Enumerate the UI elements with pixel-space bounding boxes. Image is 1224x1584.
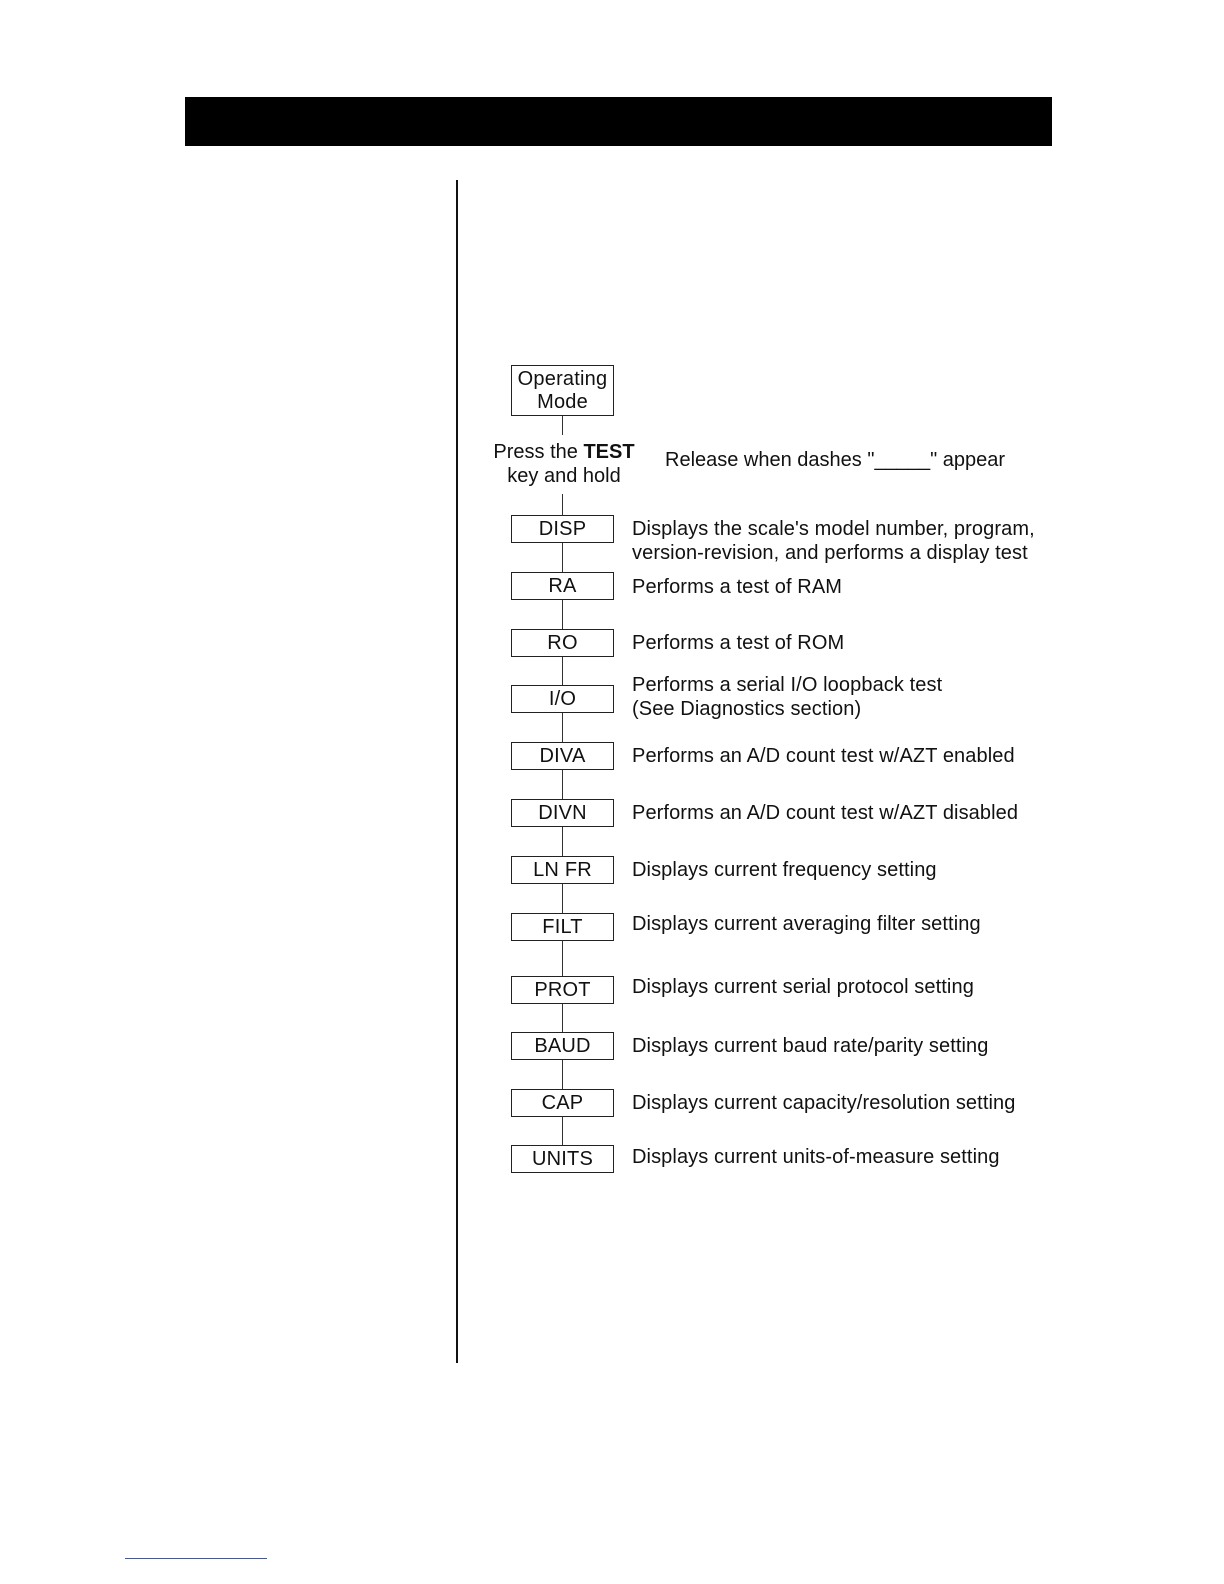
- step-box-diva: DIVA: [511, 742, 614, 770]
- step-box-units: UNITS: [511, 1145, 614, 1173]
- footer-rule: [125, 1558, 267, 1559]
- step-box-prot: PROT: [511, 976, 614, 1004]
- step-desc-line: version-revision, and performs a display test: [632, 541, 1028, 564]
- step-desc-line: Displays current frequency setting: [632, 859, 937, 881]
- step-box-baud: BAUD: [511, 1032, 614, 1060]
- connector: [562, 770, 563, 799]
- connector: [562, 827, 563, 856]
- step-desc-line: Displays current baud rate/parity setting: [632, 1035, 989, 1057]
- step-desc-units: [632, 1146, 1000, 1170]
- operating-mode-box: [511, 365, 614, 416]
- step-box-ro: RO: [511, 629, 614, 657]
- section-header-bar: [185, 97, 1052, 146]
- step-desc-io: [632, 674, 942, 721]
- connector: [562, 415, 563, 435]
- step-desc-ro: [632, 632, 844, 656]
- connector: [562, 1117, 563, 1145]
- step-desc-cap: [632, 1092, 1015, 1116]
- operating-mode-line1: Operating: [517, 367, 608, 390]
- step-desc-line: Displays current units-of-measure setting: [632, 1146, 1000, 1168]
- connector: [562, 941, 563, 976]
- test-key-label: TEST: [583, 441, 635, 463]
- connector: [562, 543, 563, 572]
- step-desc-disp: [632, 518, 1035, 565]
- step-box-disp: DISP: [511, 515, 614, 543]
- step-desc-filt: [632, 913, 981, 937]
- step-desc-divn: [632, 802, 1018, 826]
- step-desc-line: (See Diagnostics section): [632, 697, 862, 720]
- press-prefix: Press the: [493, 441, 578, 463]
- step-box-io: I/O: [511, 685, 614, 713]
- connector: [562, 657, 563, 685]
- step-desc-line: Performs an A/D count test w/AZT enabled: [632, 745, 1015, 767]
- step-desc-prot: [632, 976, 974, 1000]
- connector: [562, 713, 563, 742]
- column-divider: [456, 180, 458, 1363]
- step-desc-diva: [632, 745, 1015, 769]
- step-box-divn: DIVN: [511, 799, 614, 827]
- connector: [562, 494, 563, 515]
- step-desc-line: Displays current averaging filter setting: [632, 913, 981, 935]
- step-desc-line: Performs a serial I/O loopback test: [632, 674, 943, 696]
- step-desc-line: Displays current capacity/resolution setting: [632, 1092, 1016, 1114]
- step-desc-line: Performs a test of RAM: [632, 576, 843, 598]
- step-box-filt: FILT: [511, 913, 614, 941]
- release-instruction: Release when dashes "_____" appear: [665, 449, 1005, 471]
- step-box-ln-fr: LN FR: [511, 856, 614, 884]
- step-desc-line: Performs a test of ROM: [632, 632, 845, 654]
- step-desc-line: Performs an A/D count test w/AZT disabled: [632, 802, 1019, 824]
- connector: [562, 600, 563, 629]
- step-desc-ra: [632, 576, 842, 600]
- step-box-ra: RA: [511, 572, 614, 600]
- press-test-instruction: [484, 440, 644, 488]
- connector: [562, 1003, 563, 1032]
- step-desc-line: Displays the scale's model number, program,: [632, 518, 1035, 540]
- connector: [562, 1060, 563, 1089]
- step-desc-line: Displays current serial protocol setting: [632, 976, 974, 998]
- step-desc-ln-fr: [632, 859, 937, 883]
- step-desc-baud: [632, 1035, 989, 1059]
- connector: [562, 884, 563, 913]
- step-box-cap: CAP: [511, 1089, 614, 1117]
- operating-mode-line2: Mode: [537, 390, 588, 413]
- press-suffix: key and hold: [507, 465, 621, 487]
